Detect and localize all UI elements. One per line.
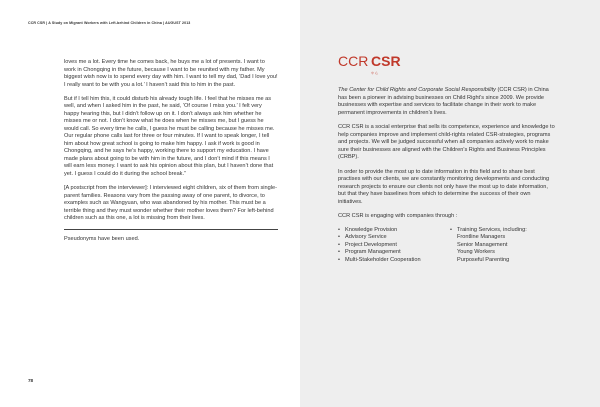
list-subitem: Frontline Managers <box>457 234 506 240</box>
list-item-text: Advisory Service <box>345 234 387 240</box>
left-body <box>64 59 278 244</box>
bullet-icon: • <box>338 234 340 240</box>
right-paragraph-2: CCR CSR is a social enterprise that sells its competence, experience and knowledge to help companies improve and implement child-rights related CSR-strategies, programs and projects. We will be judged successful when all companies actively work to make sure their businesses are aligned with the Children’s Rights and Business Principles (CRBP). <box>338 124 555 160</box>
org-name-italic: The Center for Child Rights and Corporate Social Responsibility <box>338 87 496 93</box>
page-number: 78 <box>28 378 34 383</box>
logo-csr-text: CSR <box>371 53 401 69</box>
bullet-icon: • <box>338 241 340 248</box>
running-head: CCR CSR | A Study on Migrant Workers with Left-behind Children in China | AUGUST 2013 <box>28 21 191 25</box>
list-item <box>338 227 450 235</box>
list-item <box>450 227 527 235</box>
ccr-csr-logo <box>338 52 402 78</box>
services-list-1 <box>338 227 450 265</box>
services-list-2 <box>450 227 527 265</box>
list-item <box>338 249 450 257</box>
list-item-text: Project Development <box>345 241 397 248</box>
left-paragraph-1: loves me a lot. Every time he comes back, he buys me a lot of presents. I want to work in Chongqing in the future, because I want to be reunited with my father. My biggest wish now is to spend every day with him. I want to tell my dad, ‘Dad I love you! I really want to be with you a lot.’ I haven’t said this to him in the past. <box>64 59 278 88</box>
list-subitem: Young Workers <box>457 249 495 255</box>
logo-tagline: 中 心 <box>371 71 378 75</box>
bullet-icon: • <box>450 226 452 233</box>
list-item-text: Multi-Stakeholder Cooperation <box>345 256 421 263</box>
right-intro-paragraph <box>338 87 556 117</box>
right-paragraph-3: In order to provide the most up to date information in this field and to share best practises with our clients, we are constantly monitoring developments and conducting research projects to ensure our clients not only have the most up to date information, but that they have baselines from which to determine the success of their own initiatives. <box>338 168 550 205</box>
footnote: Pseudonyms have been used. <box>64 236 140 243</box>
list-item-text: Training Services, including: <box>457 226 527 233</box>
list-item <box>338 234 450 242</box>
right-body <box>338 87 556 264</box>
list-item-text: Program Management <box>345 249 401 255</box>
bullet-icon: • <box>338 249 340 255</box>
list-item-text: Knowledge Provision <box>345 226 398 233</box>
bullet-icon: • <box>338 256 340 263</box>
bullet-icon: • <box>338 226 340 233</box>
list-subitem: Purposeful Parenting <box>457 256 510 263</box>
right-paragraph-4: CCR CSR is engaging with companies through : <box>338 213 458 219</box>
list-subitem: Senior Management <box>457 241 508 248</box>
footnote-rule <box>64 229 278 230</box>
list-item <box>338 257 450 265</box>
logo-graphic <box>338 52 402 78</box>
services-lists <box>338 227 556 265</box>
left-paragraph-3: [A postscript from the interviewer]: I interviewed eight children, six of them from single-parent families. Reasons vary from the passing away of one parent, to divorce, to examples such as Wangyuan, who was abandoned by his mother. This must be a terrible thing and they must wonder whether their mother loves them? For left-behind children such as this one, a lot is missing from their lives. <box>64 185 277 222</box>
intro-rest: (CCR CSR) in China has been a pioneer in advising businesses on Child Right’s since 2009. We provide businesses with expertise and services to facilitate change in their work to make permanent improvements in children’s lives. <box>338 87 549 116</box>
logo-ccr-text: CCR <box>338 53 369 69</box>
left-paragraph-2: But if I tell him this, it could disturb his already tough life. I feel that he misses me as well, and when I asked him in the past, he said, ‘Of course I miss you.’ I felt very happy hearing this, but I didn’t follow up on it. I don’t always ask him whether he misses me or not. I don’t know what he does when he misses me, but I guess he would call. So every time he calls, I guess he must be calling because he misses me. Our regular phone calls last for three or four minutes. If I want to speak longer, I tell him about how great school is going to make him happy. I ask if work is good in Chongqing, and he says he’s happy, working there to support my education. I have made plans about going to be with him in the future, and I don’t mind if this means I will earn less money. I want to ask his opinion about this plan, but I haven’t done that yet. I guess I could do it during the school break.” <box>64 95 275 177</box>
list-item <box>338 242 450 250</box>
